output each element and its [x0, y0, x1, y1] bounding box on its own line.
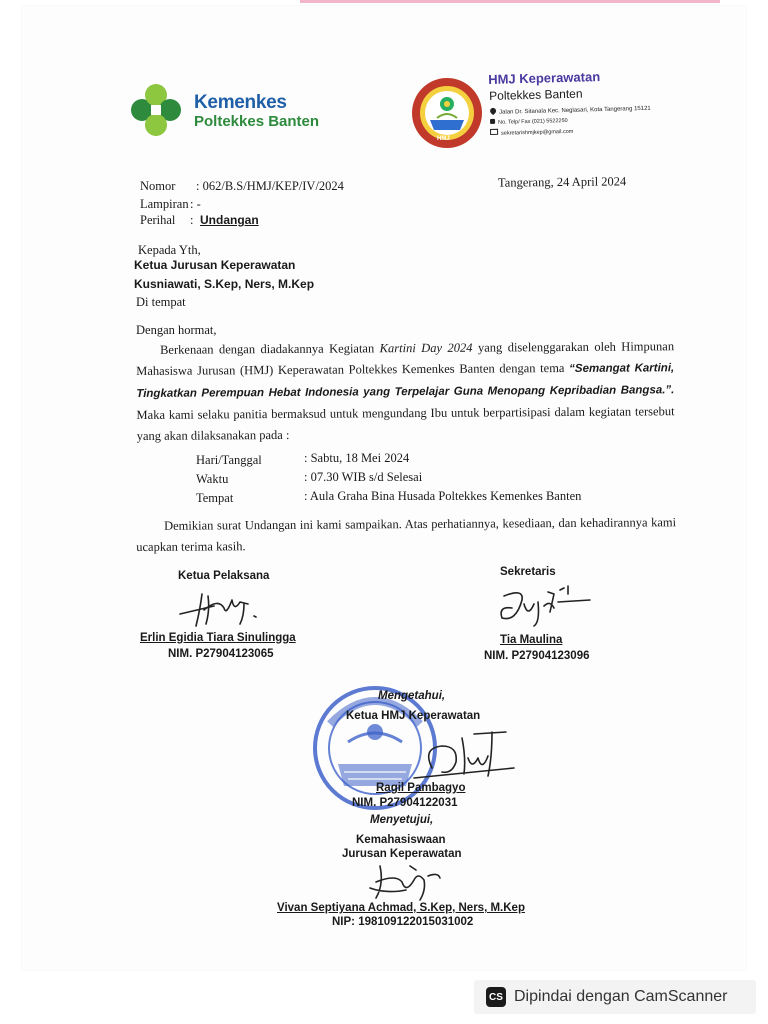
event-name: Kartini Day 2024 — [379, 340, 473, 356]
hmj-logo-label: HMJ — [437, 136, 450, 142]
paragraph-intro: Berkenaan dengan diadakannya Kegiatan — [160, 341, 380, 357]
paragraph-end: Maka kami selaku panitia bermaksud untuk mengundang Ibu untuk berpartisipasi dalam kegiatan tersebut yang akan dilaksanakan pada : — [136, 404, 675, 443]
camscanner-watermark — [474, 980, 756, 1014]
left-signer-title: Ketua Pelaksana — [178, 570, 270, 582]
location-pin-icon — [489, 107, 497, 115]
camscanner-text: Dipindai dengan CamScanner — [514, 988, 728, 1005]
hmj-title: HMJ Keperawatan — [488, 69, 601, 87]
perihal-colon: : — [190, 213, 194, 227]
detail-label: Tempat — [196, 491, 234, 505]
body-paragraph — [136, 336, 675, 447]
camscanner-logo-icon: CS — [486, 987, 506, 1007]
phone-icon — [490, 119, 495, 124]
left-signer-name: Erlin Egidia Tiara Sinulingga — [140, 632, 296, 644]
lampiran-label: Lampiran — [140, 197, 189, 211]
mail-icon — [490, 129, 498, 135]
signature-icon — [366, 858, 446, 904]
center-signer-nim: NIM. P27904122031 — [352, 797, 458, 809]
event-theme: “Semangat Kartini, Tingkatkan Perempuan Hebat Indonesia yang Terpelajar Guna Menopang Kepribadian Bangsa.”. — [136, 362, 675, 400]
kemenkes-logo — [126, 82, 186, 138]
nomor-value: : 062/B.S/HMJ/KEP/IV/2024 — [196, 179, 344, 193]
signature-icon — [412, 728, 516, 782]
left-signature — [174, 586, 264, 632]
recipient-title: Ketua Jurusan Keperawatan — [134, 258, 296, 272]
page-edge-line — [300, 0, 720, 3]
left-signer-nim: NIM. P27904123065 — [168, 648, 274, 660]
right-signer-title: Sekretaris — [500, 566, 556, 578]
detail-label: Hari/Tanggal — [196, 453, 262, 467]
center-signer-title: Ketua HMJ Keperawatan — [346, 710, 481, 722]
center-signature — [412, 728, 516, 782]
salutation: Dengan hormat, — [136, 323, 217, 337]
letter-date: Tangerang, 24 April 2024 — [497, 174, 627, 190]
approved-label: Menyetujui, — [370, 814, 434, 826]
lampiran-value: : - — [190, 197, 201, 211]
kemenkes-logo-icon — [126, 82, 186, 138]
recipient-place: Di tempat — [136, 295, 186, 309]
perihal-label: Perihal — [140, 213, 176, 227]
hmj-phone: No. Telp/ Fax (021) 5522250 — [498, 117, 568, 126]
bottom-signature — [366, 858, 446, 904]
right-signature — [494, 582, 594, 630]
bottom-signer-nip: NIP: 198109122015031002 — [332, 916, 474, 928]
center-signer-name: Ragil Pambagyo — [376, 782, 466, 794]
detail-value: : 07.30 WIB s/d Selesai — [304, 470, 423, 484]
bottom-signer-name: Vivan Septiyana Achmad, S.Kep, Ners, M.Kep — [277, 902, 525, 914]
paragraph-middle: yang diselenggarakan oleh Himpunan Mahasiswa Jurusan (HMJ) Keperawatan Poltekkes Kemenkes Banten dengan tema — [136, 339, 675, 378]
kemenkes-title: Kemenkes — [194, 92, 287, 113]
detail-value: : Aula Graha Bina Husada Poltekkes Kemenkes Banten — [304, 489, 582, 503]
right-signer-name: Tia Maulina — [500, 634, 563, 646]
hmj-email: sekretarishmjkep@gmail.com — [501, 128, 574, 137]
kemahasiswaan-dept: Jurusan Keperawatan — [342, 848, 462, 860]
signature-icon — [174, 586, 264, 632]
closing-paragraph: Demikian surat Undangan ini kami sampaikan. Atas perhatiannya, kesediaan, dan kehadirannya kami ucapkan terima kasih. — [136, 515, 677, 554]
detail-row — [196, 450, 262, 471]
hmj-address: Jalan Dr. Sitanala Kec. Neglasari, Kota Tangerang 15121 — [499, 105, 651, 116]
recipient-greeting: Kepada Yth, — [138, 243, 201, 257]
detail-label: Waktu — [196, 472, 229, 486]
hmj-subtitle: Poltekkes Banten — [489, 86, 583, 103]
nomor-label: Nomor — [140, 179, 176, 193]
right-signer-nim: NIM. P27904123096 — [484, 650, 590, 662]
recipient-name: Kusniawati, S.Kep, Ners, M.Kep — [134, 277, 315, 291]
signature-icon — [494, 582, 594, 630]
kemenkes-subtitle: Poltekkes Banten — [194, 113, 320, 130]
perihal-value: Undangan — [200, 213, 259, 227]
kemahasiswaan-title: Kemahasiswaan — [356, 834, 446, 846]
acknowledged-label: Mengetahui, — [378, 690, 446, 702]
detail-value: : Sabtu, 18 Mei 2024 — [304, 451, 410, 465]
